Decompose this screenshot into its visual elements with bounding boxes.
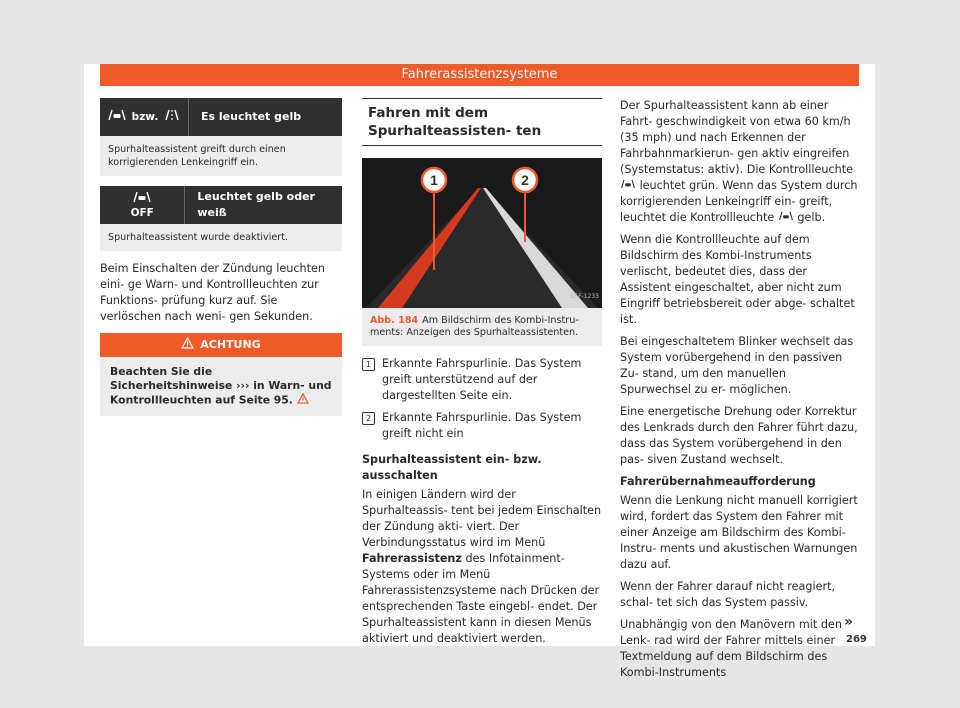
caption-text: Am Bildschirm des Kombi-Instru- ments: Anzeigen des Spurhalteassistenten. [370,315,579,338]
menu-name-bold: Fahrerassistenz [362,552,462,565]
callout-number-1: 1 [430,172,438,188]
lane-assist-car-icon [107,109,127,126]
warning-header [100,333,342,357]
indicator-separator-text: bzw. [131,111,159,123]
indicator-bar-2 [100,186,342,224]
figure-label: Abb. 184 [370,315,419,326]
warning-triangle-small-icon [297,393,309,408]
continue-marker: » [844,614,854,630]
intro-paragraph: Beim Einschalten der Zündung leuchten eini- ge Warn- und Kontrollleuchten zur Funktions- prüfung kurz auf. Sie verlöschen nach weni- gen Sekunden. [100,262,325,323]
lane-assist-off-icon [132,191,152,208]
indicator-description-1: Spurhalteassistent greift durch einen korrigierenden Lenkeingriff ein. [100,136,342,176]
list-text: Erkannte Fahrspurlinie. Das System greift unterstützend auf der dargestellten Seite ein. [382,357,582,402]
indicator-description-2: Spurhalteassistent wurde deaktiviert. [100,224,342,251]
indicator-status-2: Leuchtet gelb oder weiß [197,190,315,219]
off-label: OFF [130,207,154,219]
indicator-bar-1 [100,98,342,136]
middle-column [362,98,602,653]
page-number: 269 [846,634,867,645]
paragraph-3: Bei eingeschaltetem Blinker wechselt das System vorübergehend in den passiven Zu- stand, um den manuellen Spurwechsel zu er- möglichen. [620,335,854,396]
list-item [362,410,602,442]
lane-lines-icon [163,109,181,126]
indicator-icons-2 [100,191,184,219]
page-header: Fahrerassistenzsysteme [100,64,859,86]
list-number: 2 [362,412,375,425]
toggle-text-a: In einigen Ländern wird der Spurhalteassis- tent bei jedem Einschalten der Zündung akti- viert. Der Verbindungsstatus wird im Menü [362,488,602,549]
paragraph-4: Eine energetische Drehung oder Korrektur des Lenkrads durch den Fahrer führt dazu, dass das System vorübergehend in den pas- siven Zustand wechselt. [620,405,858,466]
section-title: Fahren mit dem Spurhalteassisten- ten [362,98,602,146]
indicator-icons-1 [100,109,188,126]
list-text: Erkannte Fahrspurlinie. Das System greift nicht ein [382,411,582,440]
right-column [620,98,860,687]
toggle-text-b: des Infotainment-Systems oder im Menü Fahrerassistenzsysteme nach Drücken der entsprechenden Taste eingebl- endet. Der Spurhalteassistent kann in diesen Menüs aktiviert und deaktiviert werden. [362,552,600,645]
figure-lane-display [362,158,602,308]
callout-number-2: 2 [521,172,529,188]
lane-assist-inline-icon [778,210,794,226]
indicator-status-1: Es leuchtet gelb [201,110,302,123]
subheading-toggle: Spurhalteassistent ein- bzw. ausschalten [362,453,542,482]
warning-title: ACHTUNG [200,338,261,351]
status-text-b: leuchtet grün. Wenn das System durch korrigierenden Lenkeingriff ein- greift, leuchtet die Kontrollleuchte [620,179,858,224]
paragraph-7: Unabhängig von den Manövern mit den Lenk- rad wird der Fahrer mittels einer Textmeldung auf dem Bildschirm des Kombi-Instruments [620,618,842,679]
list-item [362,356,602,404]
status-paragraph [620,98,860,226]
paragraph-6: Wenn der Fahrer darauf nicht reagiert, schal- tet sich das System passiv. [620,580,836,609]
lane-display-illustration [362,158,602,308]
lane-assist-inline-icon [620,178,636,194]
left-column [100,98,342,416]
subheading-takeover: Fahrerübernahmeaufforderung [620,475,816,488]
status-text-c: gelb. [797,211,826,224]
paragraph-2: Wenn die Kontrollleuchte auf dem Bildschirm des Kombi-Instruments verlischt, bedeutet dies, dass der Assistent eingeschaltet, aber nicht zum Eingriff betriebsbereit oder abge- schaltet ist. [620,233,855,326]
figure-caption [362,308,602,346]
paragraph-5: Wenn die Lenkung nicht manuell korrigiert wird, fordert das System den Fahrer mit einer Anzeige am Bildschirm des Kombi-Instru- ments und akustischen Warnungen dazu auf. [620,494,858,571]
warning-body [100,357,342,416]
warning-body-text: Beachten Sie die Sicherheitshinweise ››› in Warn- und Kontrollleuchten auf Seite 95. [110,365,332,407]
warning-triangle-icon [181,337,194,354]
status-text-a: Der Spurhalteassistent kann ab einer Fahrt- geschwindigkeit von etwa 60 km/h (35 mph) und nach Erkennen der Fahrbahnmarkierun- gen aktiv eingreifen (Systemstatus: aktiv). Die Kontrollleuchte [620,99,853,176]
list-number: 1 [362,358,375,371]
figure-code: B5F-1233 [570,293,599,300]
toggle-paragraph [362,487,602,647]
